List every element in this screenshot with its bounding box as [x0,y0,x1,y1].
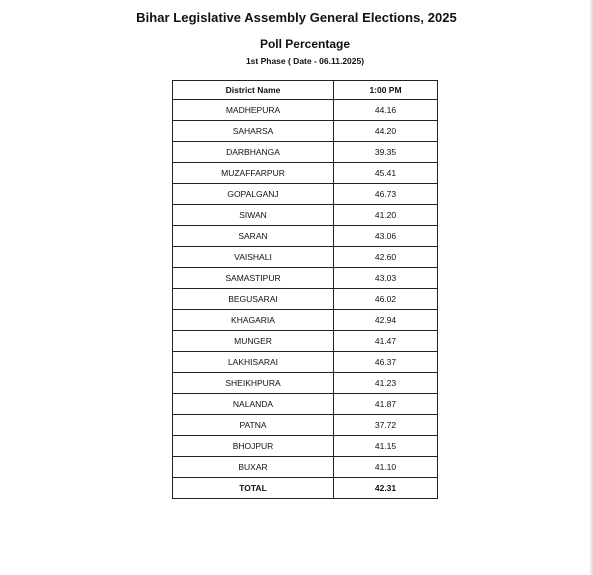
table-row [173,394,438,415]
table-row [173,184,438,205]
poll-percentage-cell: 43.03 [334,268,438,289]
table-row [173,310,438,331]
district-name-cell: LAKHISARAI [173,352,334,373]
document-subtitle: Poll Percentage [259,37,351,51]
district-name-cell: SIWAN [173,205,334,226]
poll-percentage-cell: 42.94 [334,310,438,331]
district-name-cell: DARBHANGA [173,142,334,163]
table-row [173,142,438,163]
document-title: Bihar Legislative Assembly General Elections, 2025 [136,10,457,25]
table-row-total [173,478,438,499]
district-name-cell: GOPALGANJ [173,184,334,205]
phase-date-label: 1st Phase ( Date - 06.11.2025) [245,56,365,66]
poll-percentage-cell: 41.23 [334,373,438,394]
district-name-cell: MADHEPURA [173,100,334,121]
district-name-cell: SARAN [173,226,334,247]
poll-percentage-cell: 44.20 [334,121,438,142]
poll-percentage-cell: 44.16 [334,100,438,121]
column-header-district: District Name [173,81,334,100]
poll-percentage-cell: 46.37 [334,352,438,373]
district-name-cell: BHOJPUR [173,436,334,457]
district-name-cell: MUNGER [173,331,334,352]
total-label: TOTAL [173,478,334,499]
district-name-cell: NALANDA [173,394,334,415]
poll-percentage-cell: 46.02 [334,289,438,310]
district-name-cell: SHEIKHPURA [173,373,334,394]
table-header [173,81,438,100]
table-row [173,163,438,184]
poll-percentage-cell: 41.20 [334,205,438,226]
poll-percentage-cell: 42.60 [334,247,438,268]
district-name-cell: BUXAR [173,457,334,478]
table-row [173,121,438,142]
poll-percentage-cell: 45.41 [334,163,438,184]
poll-percentage-cell: 41.87 [334,394,438,415]
district-name-cell: KHAGARIA [173,310,334,331]
table-row [173,415,438,436]
district-name-cell: VAISHALI [173,247,334,268]
table-row [173,352,438,373]
table-row [173,457,438,478]
poll-percentage-cell: 41.15 [334,436,438,457]
table-row [173,205,438,226]
table-body [173,100,438,499]
table-row [173,373,438,394]
table-row [173,247,438,268]
poll-percentage-cell: 46.73 [334,184,438,205]
column-header-time: 1:00 PM [334,81,438,100]
table-row [173,331,438,352]
poll-percentage-cell: 37.72 [334,415,438,436]
table-row [173,289,438,310]
total-value: 42.31 [334,478,438,499]
table-row [173,226,438,247]
district-name-cell: SAMASTIPUR [173,268,334,289]
table-header-row [173,81,438,100]
poll-percentage-table [172,80,438,499]
poll-percentage-cell: 39.35 [334,142,438,163]
district-name-cell: PATNA [173,415,334,436]
poll-percentage-cell: 41.47 [334,331,438,352]
table-row [173,100,438,121]
poll-percentage-cell: 41.10 [334,457,438,478]
table-row [173,268,438,289]
poll-percentage-cell: 43.06 [334,226,438,247]
district-name-cell: MUZAFFARPUR [173,163,334,184]
district-name-cell: BEGUSARAI [173,289,334,310]
district-name-cell: SAHARSA [173,121,334,142]
table-row [173,436,438,457]
